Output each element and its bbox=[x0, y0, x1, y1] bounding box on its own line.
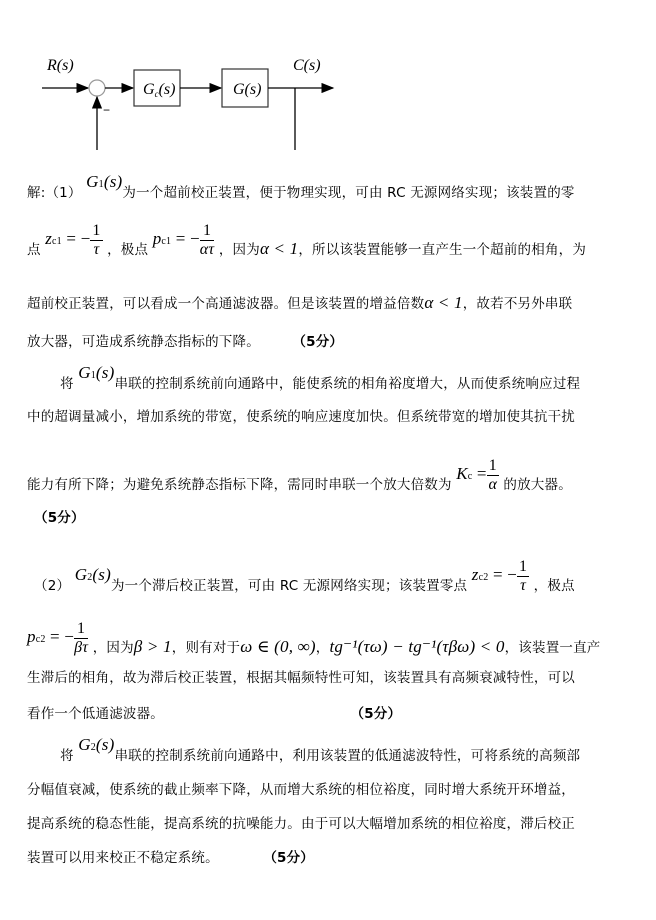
frac-1-over-tau: $\frac{1}{\tau}$ bbox=[518, 558, 528, 594]
text: （2） bbox=[34, 578, 71, 595]
part1-line2: 点 zc1 = − $\frac{1}{\tau}$ ，极点 pc1 = − $\frac{1}{\alpha\tau}$ ，因为α < 1，所以该装置能够一直产生一个超前的相角，为 bbox=[27, 222, 587, 259]
summing-junction bbox=[89, 80, 105, 96]
g1-symbol: G1(s) bbox=[86, 172, 123, 191]
text: 生滞后的相角，故为滞后校正装置，根据其幅频特性可知，该装置具有高频衰减特性，可以 bbox=[27, 670, 575, 686]
input-label: R(s) bbox=[47, 57, 74, 74]
text: 放大器，可造成系统静态指标的下降。 bbox=[27, 334, 260, 350]
g2-symbol: G2(s) bbox=[78, 735, 115, 754]
text: 点 bbox=[27, 242, 41, 259]
score-badge: （5分） bbox=[263, 850, 315, 866]
part2b-line3 bbox=[27, 812, 575, 832]
text: ，因为 bbox=[92, 640, 134, 657]
score-badge: （5分） bbox=[34, 510, 85, 526]
text: 中的超调量减小，增加系统的带宽，使系统的响应速度加快。但系统带宽的增加使其抗干扰 bbox=[27, 409, 575, 425]
text: ，极点 bbox=[533, 578, 575, 595]
frac-1-over-beta-tau: $\frac{1}{\beta\tau}$ bbox=[74, 620, 89, 656]
frac-1-over-tau: $\frac{1}{\tau}$ bbox=[92, 222, 101, 258]
part1b-line2 bbox=[27, 405, 575, 425]
block-diagram bbox=[0, 0, 400, 160]
text: 超前校正装置，可以看成一个高通滤波器。但是该装置的增益倍数 bbox=[27, 296, 425, 312]
frac-1-over-alpha: $\frac{1}{\alpha}$ bbox=[488, 457, 498, 493]
part1b-line4 bbox=[34, 506, 85, 526]
plant-label: G(s) bbox=[233, 81, 262, 98]
alpha-condition: α < 1 bbox=[424, 293, 463, 312]
score-badge: （5分） bbox=[350, 706, 402, 722]
pole-pc1: pc1 bbox=[152, 229, 172, 249]
part2b-line2 bbox=[27, 778, 575, 798]
text: 分幅值衰减，使系统的截止频率下降，从而增大系统的相位裕度，同时增大系统开环增益， bbox=[27, 782, 575, 798]
feedback-sign: − bbox=[103, 103, 111, 117]
text: 为一个超前校正装置，便于物理实现，可由 RC 无源网络实现；该装置的零 bbox=[122, 185, 575, 201]
score-badge: （5分） bbox=[292, 334, 344, 350]
text: 将 bbox=[60, 376, 74, 392]
part2b-line4 bbox=[27, 846, 314, 866]
text: 能力有所下降；为避免系统静态指标下降，需同时串联一个放大倍数为 bbox=[27, 477, 452, 494]
part1-line3 bbox=[27, 292, 572, 313]
text: 为一个滞后校正装置，可由 RC 无源网络实现；该装置零点 bbox=[110, 578, 468, 595]
part2-line2: pc2 = − $\frac{1}{\beta\tau}$ ，因为β > 1，则有对于ω ∈ (0, ∞)，tg⁻¹(τω) − tg⁻¹(τβω) < 0，该装置一直产 bbox=[27, 620, 601, 657]
part2-line1: （2） G2(s)为一个滞后校正装置，可由 RC 无源网络实现；该装置零点 zc2 = − $\frac{1}{\tau}$ ，极点 bbox=[34, 558, 575, 595]
part1b-line3: 能力有所下降；为避免系统静态指标下降，需同时串联一个放大倍数为 Kc = $\frac{1}{\alpha}$ 的放大器。 bbox=[27, 457, 572, 494]
kc-symbol: Kc bbox=[456, 464, 473, 484]
phase-inequality: tg⁻¹(τω) − tg⁻¹(τβω) < 0 bbox=[329, 637, 505, 657]
controller-label: Gc(s) bbox=[143, 81, 176, 99]
text: 的放大器。 bbox=[503, 477, 572, 494]
output-label: C(s) bbox=[293, 57, 321, 74]
text: ，极点 bbox=[107, 242, 149, 259]
g1-symbol: G1(s) bbox=[78, 363, 115, 382]
text: 看作一个低通滤波器。 bbox=[27, 706, 164, 722]
part1-line4 bbox=[27, 330, 343, 350]
text: ，因为 bbox=[218, 242, 260, 259]
text: 将 bbox=[60, 748, 74, 764]
part2-line3 bbox=[27, 666, 575, 686]
text: ，则有对于 bbox=[171, 640, 241, 657]
part1b-line1 bbox=[60, 363, 581, 393]
part1-line1 bbox=[27, 172, 575, 202]
g2-symbol: G2(s) bbox=[74, 565, 111, 585]
alpha-condition: α < 1 bbox=[259, 239, 299, 259]
text: 装置可以用来校正不稳定系统。 bbox=[27, 850, 219, 866]
zero-zc2: zc2 bbox=[471, 565, 489, 585]
answer-prefix: 解:（1） bbox=[27, 185, 82, 201]
text: 提高系统的稳态性能，提高系统的抗噪能力。由于可以大幅增加系统的相位裕度，滞后校正 bbox=[27, 816, 575, 832]
part2b-line1 bbox=[60, 735, 581, 765]
text: 串联的控制系统前向通路中，利用该装置的低通滤波特性，可将系统的高频部 bbox=[114, 748, 581, 764]
beta-condition: β > 1 bbox=[133, 637, 172, 657]
frac-1-over-alpha-tau: $\frac{1}{\alpha\tau}$ bbox=[199, 222, 215, 258]
zero-zc1: zc1 bbox=[45, 229, 62, 249]
text: 串联的控制系统前向通路中，能使系统的相角裕度增大，从而使系统响应过程 bbox=[114, 376, 581, 392]
text: ，所以该装置能够一直产生一个超前的相角，为 bbox=[298, 242, 587, 259]
pole-pc2: pc2 bbox=[27, 627, 46, 647]
text: ，故若不另外串联 bbox=[462, 296, 573, 312]
omega-range: ω ∈ (0, ∞) bbox=[240, 637, 316, 657]
part2-line4 bbox=[27, 702, 401, 722]
text: ，该装置一直产 bbox=[504, 640, 601, 657]
